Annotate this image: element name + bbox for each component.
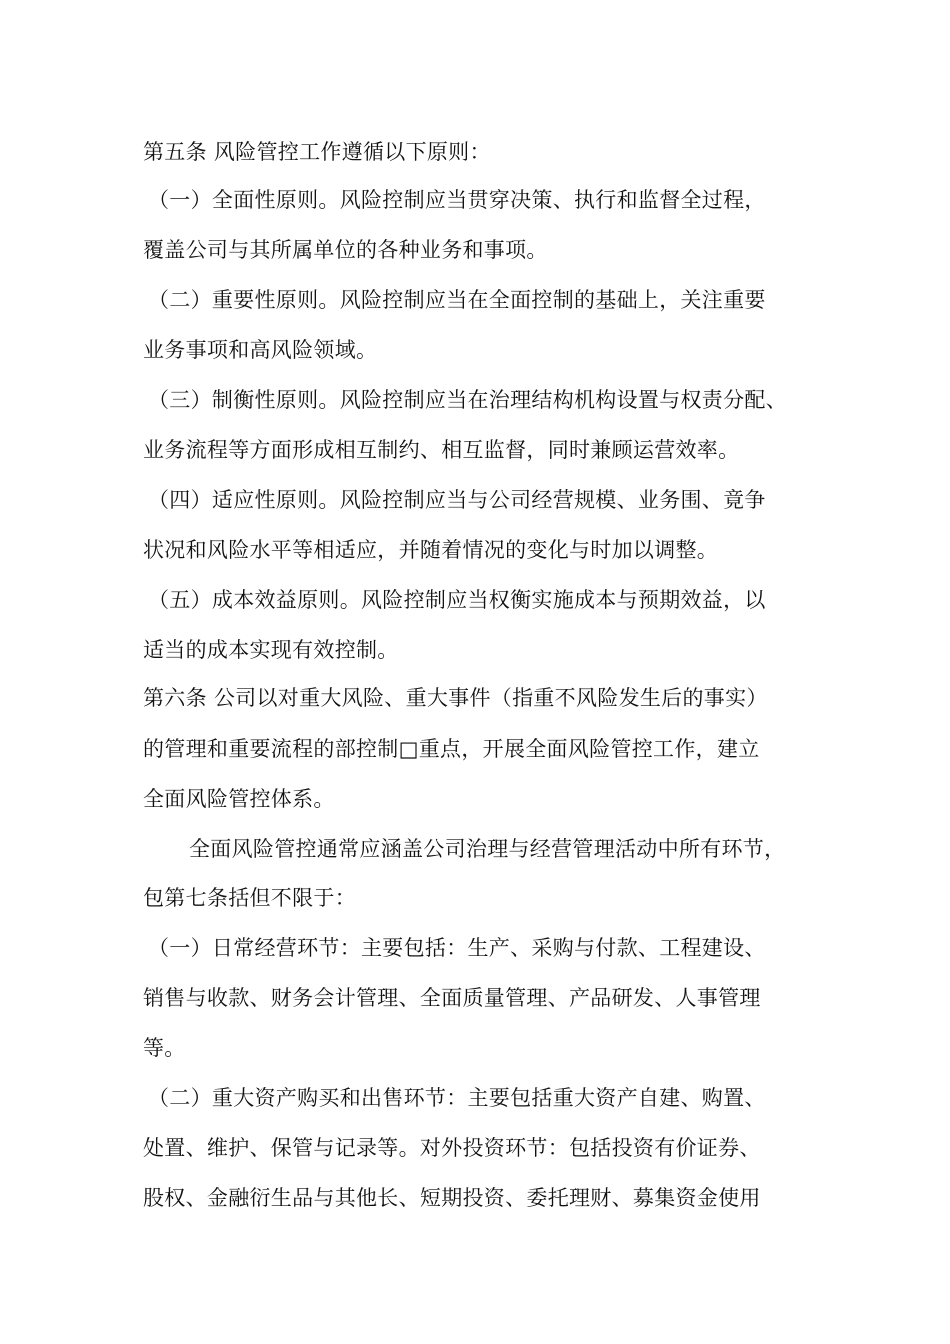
text-line: 股权、金融衍生品与其他长、短期投资、委托理财、募集资金使用 xyxy=(143,1186,761,1210)
text-line: （五）成本效益原则。风险控制应当权衡实施成本与预期效益，以 xyxy=(148,588,766,612)
text-line: 包第七条括但不限于： xyxy=(143,886,356,910)
text-line: 状况和风险水平等相适应，并随着情况的变化与时加以调整。 xyxy=(143,538,719,562)
text-line: 全面风险管控体系。 xyxy=(143,787,335,811)
text-line: 适当的成本实现有效控制。 xyxy=(143,638,399,662)
text-line: 的管理和重要流程的部控制□重点，开展全面风险管控工作，建立 xyxy=(143,737,760,761)
text-line: 处置、维护、保管与记录等。对外投资环节：包括投资有价证券、 xyxy=(143,1136,761,1160)
text-line: 销售与收款、财务会计管理、全面质量管理、产品研发、人事管理 xyxy=(143,986,761,1010)
text-line: （四）适应性原则。风险控制应当与公司经营规模、业务围、竟争 xyxy=(148,488,766,512)
text-line: 等。 xyxy=(143,1036,186,1060)
text-line: （一）日常经营环节：主要包括：生产、采购与付款、工程建设、 xyxy=(148,936,766,960)
text-line: 全面风险管控通常应涵盖公司治理与经营管理活动中所有环节， xyxy=(189,837,786,861)
text-line: （二）重大资产购买和出售环节：主要包括重大资产自建、购置、 xyxy=(148,1086,766,1110)
text-line: （二）重要性原则。风险控制应当在全面控制的基础上，关注重要 xyxy=(148,288,766,312)
text-line: 业务事项和高风险领域。 xyxy=(143,338,378,362)
text-line: 覆盖公司与其所属单位的各种业务和事项。 xyxy=(143,238,548,262)
text-line: 第五条 风险管控工作遵循以下原则： xyxy=(143,140,491,164)
text-line: （三）制衡性原则。风险控制应当在治理结构机构设置与权责分配、 xyxy=(148,388,787,412)
text-line: 业务流程等方面形成相互制约、相互监督，同时兼顾运营效率。 xyxy=(143,438,740,462)
text-line: 第六条 公司以对重大风险、重大事件（指重不风险发生后的事实） xyxy=(143,686,768,710)
text-line: （一）全面性原则。风险控制应当贯穿决策、执行和监督全过程， xyxy=(148,188,766,212)
